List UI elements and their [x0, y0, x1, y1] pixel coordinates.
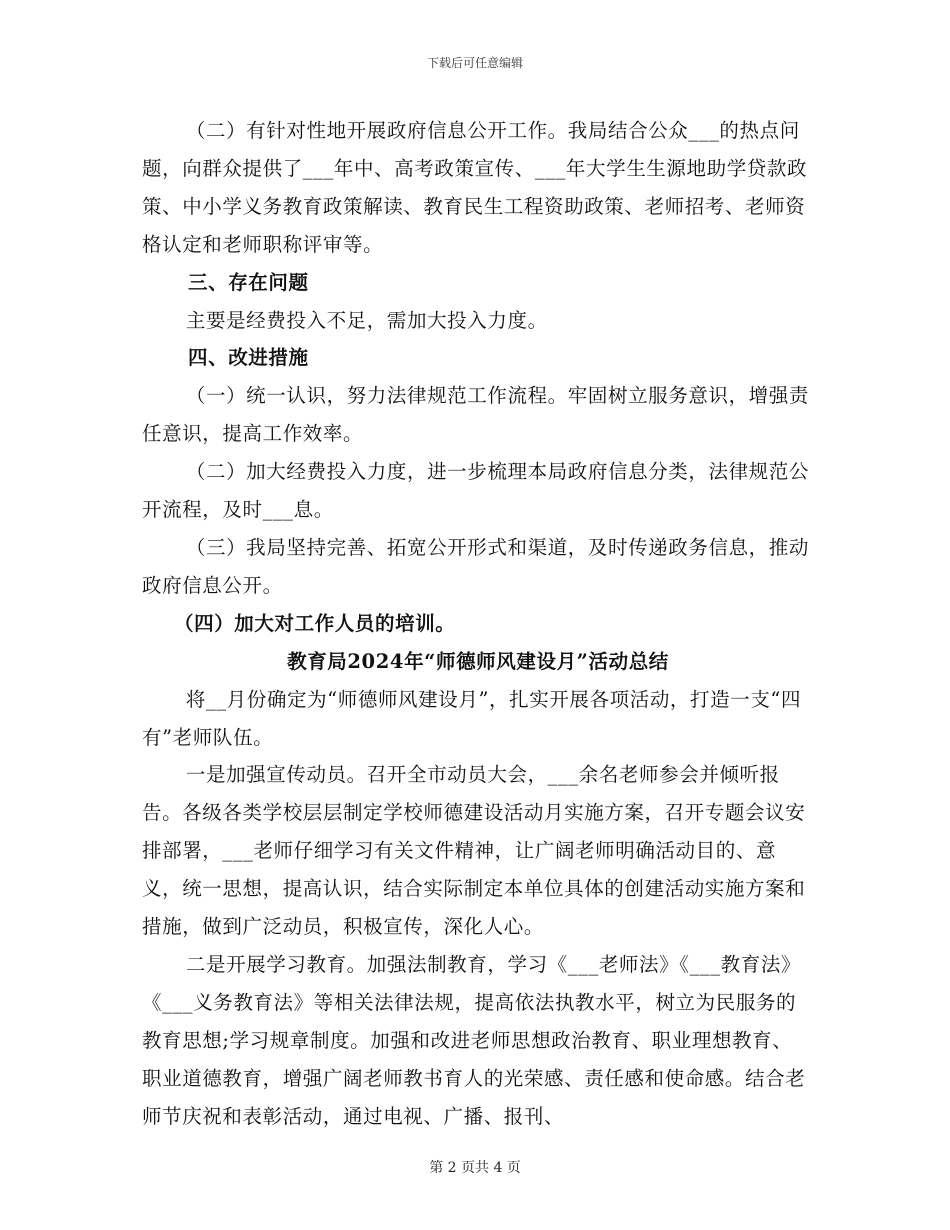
document-title: 教育局2024年“师德师风建设月”活动总结 [287, 649, 669, 673]
paragraph-publicity-work: （二）有针对性地开展政府信息公开工作。我局结合公众___的热点问题，向群众提供了___年中、高考政策宣传、___年大学生生源地助学贷款政策、中小学义务教育政策解读、教育民生工程资助政策、老师招考、老师资格认定和老师职称评审等。 [142, 119, 808, 256]
section-heading-measures: 四、改进措施 [188, 346, 309, 370]
paragraph-measure-1: （一）统一认识，努力法律规范工作流程。牢固树立服务意识，增强责任意识，提高工作效率。 [142, 384, 809, 446]
paragraph-measure-2: （二）加大经费投入力度，进一步梳理本局政府信息分类，法律规范公开流程，及时___息。 [142, 460, 809, 522]
paragraph-measure-3: （三）我局坚持完善、拓宽公开形式和渠道，及时传递政务信息，推动政府信息公开。 [142, 535, 809, 597]
paragraph-publicity-mobilization: 一是加强宣传动员。召开全市动员大会，___余名老师参会并倾听报告。各级各类学校层层制定学校师德建设活动月实施方案，召开专题会议安排部署，___老师仔细学习有关文件精神，让广阔老师明确活动目的、意义，统一思想，提高认识，结合实际制定本单位具体的创建活动实施方案和措施，做到广泛动员，积极宣传，深化人心。 [142, 763, 806, 939]
paragraph-intro: 将__月份确定为“师德师风建设月”，扎实开展各项活动，打造一支“四有”老师队伍。 [142, 687, 802, 749]
document-body [142, 112, 810, 1135]
section-heading-problems: 三、存在问题 [188, 270, 309, 294]
paragraph-problems: 主要是经费投入不足，需加大投入力度。 [185, 308, 548, 332]
paragraph-study-education: 二是开展学习教育。加强法制教育，学习《___老师法》《___教育法》《___义务教育法》等相关法律法规，提高依法执教水平，树立为民服务的教育思想;学习规章制度。加强和改进老师思想政治教育、职业理想教育、职业道德教育，增强广阔老师教书育人的光荣感、责任感和使命感。结合老师节庆祝和表彰活动，通过电视、广播、报刊、 [142, 952, 806, 1128]
paragraph-measure-4: （四）加大对工作人员的培训。 [174, 611, 456, 635]
page-header: 下载后可任意编辑 [426, 56, 523, 70]
page-number: 第 2 页共 4 页 [429, 1160, 521, 1176]
